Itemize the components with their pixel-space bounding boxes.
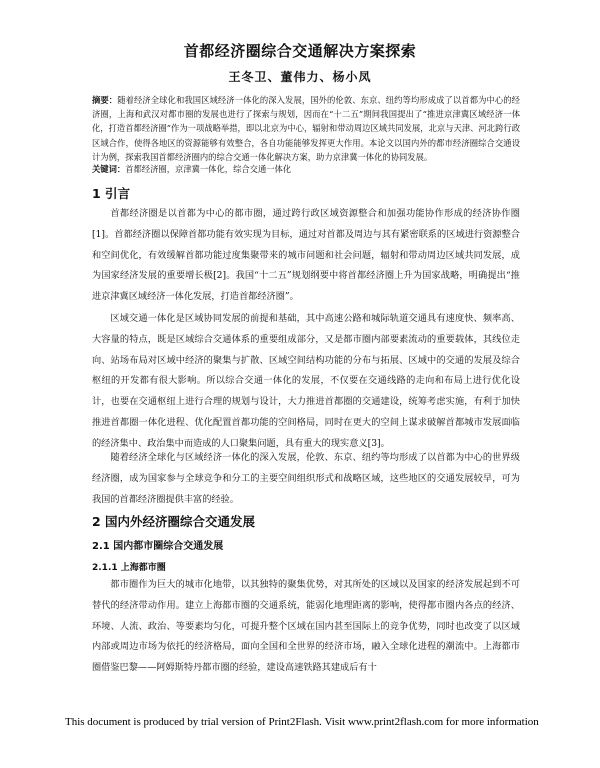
section-heading-2: 2 国内外经济圈综合交通发展 bbox=[92, 514, 256, 529]
section2-paragraph-1: 都市圈作为巨大的城市化地带，以其独特的聚集优势，对其所处的区域以及国家的经济发展起到不可替代的经济带动作用。建立上海都市圈的交通系统，能弱化地理距离的影响，使得都市圈内各点的经济、环境、人流、政治、等要素均匀化，可提升整个区域在国内甚至国际上的竞争优势，同时也改变了以区域内部或周边市场为依托的经济格局，面向全国和全世界的经济市场，融入全球化进程的潮流中。上海都市圈借鉴巴黎——阿姆斯特丹都市圈的经验，建设高速铁路其建成后有十 bbox=[92, 579, 520, 674]
keywords bbox=[92, 163, 520, 175]
abstract-text: 随着经济全球化和我国区域经济一体化的深入发展，国外的伦敦、东京、纽约等均形成成了以首都为中心的经济圈，上海和武汉对都市圈的发展也进行了探索与规划，因而在“十二五”期间我国提出了“推进京津冀区域经济一体化，打造首都经济圈”作为一项战略举措，即以北京为中心，辐射和带动周边区域共同发展，北京与天津、河北跨行政区域合作，使得各地区的资源能够有效整合，各自功能能够发挥更大作用。本论文以国内外的都市经济圈综合交通设计为例，探索我国首都经济圈内的综合交通一体化解决方案，助力京津冀一体化的协同发展。 bbox=[92, 95, 520, 162]
section-heading-introduction: 1 引言 bbox=[92, 186, 131, 201]
intro-paragraph-3: 随着经济全球化与区域经济一体化的深入发展，伦敦、东京、纽约等均形成了以首都为中心的世界级经济圈，成为国家参与全球竞争和分工的主要空间组织形式和战略区域，这些地区的交通发展较早，可为我国的首都经济圈提供丰富的经验。 bbox=[92, 452, 520, 505]
abstract-label: 摘要： bbox=[92, 95, 118, 105]
intro-paragraph-1: 首都经济圈是以首都为中心的都市圈，通过跨行政区域资源整合和加强功能协作形成的经济协作圈 [1]。首都经济圈以保障首都功能有效实现为目标，通过对首都及周边与其有紧密联系的区域进行资源整合和空间优化，有效缓解首都功能过度集聚带来的城市问题和社会问题，辐射和带动周边区域共同发展，成为国家经济发展的重要增长极[2]。我国“十二五”规划纲要中将首都经济圈上升为国家战略，明确提出“推进京津冀区域经济一体化发展，打造首都经济圈”。 bbox=[92, 208, 520, 303]
keywords-text: 首都经济圈，京津冀一体化，综合交通一体化 bbox=[125, 164, 292, 174]
keywords-label: 关键词： bbox=[92, 164, 126, 174]
subsection-heading-2-1: 2.1 国内都市圈综合交通发展 bbox=[92, 541, 224, 552]
paper-authors: 王冬卫、董伟力、杨小凤 bbox=[228, 70, 372, 84]
paper-title: 首都经济圈综合交通解决方案探索 bbox=[183, 42, 417, 60]
subsubsection-heading-2-1-1: 2.1.1 上海都市圈 bbox=[92, 563, 166, 573]
abstract bbox=[92, 93, 520, 164]
intro-paragraph-2: 区域交通一体化是区域协同发展的前提和基础，其中高速公路和城际轨道交通具有速度快、频率高、大容量的特点，既是区域综合交通体系的重要组成部分，又是都市圈内部要素流动的重要载体，其线位走向、站场布局对区域中经济的聚集与扩散、区域空间结构功能的分布与拓展、区域中的交通的发展及综合枢纽的开发都有很大影响。所以综合交通一体化的发展，不仅要在交通线路的走向和布局上进行优化设计，也要在交通枢纽上进行合理的规划与设计，大力推进首都圈的交通建设，统筹考虑实施，有利于加快推进首都圈一体化进程、优化配置首都功能的空间格局，同时在更大的空间上谋求破解首都城市发展面临的经济集中、政治集中而造成的人口聚集问题，具有重大的现实意义[3]。 bbox=[92, 313, 520, 449]
trial-watermark-footer: This document is produced by trial version of Print2Flash. Visit www.print2flash.com for more information bbox=[65, 716, 539, 728]
